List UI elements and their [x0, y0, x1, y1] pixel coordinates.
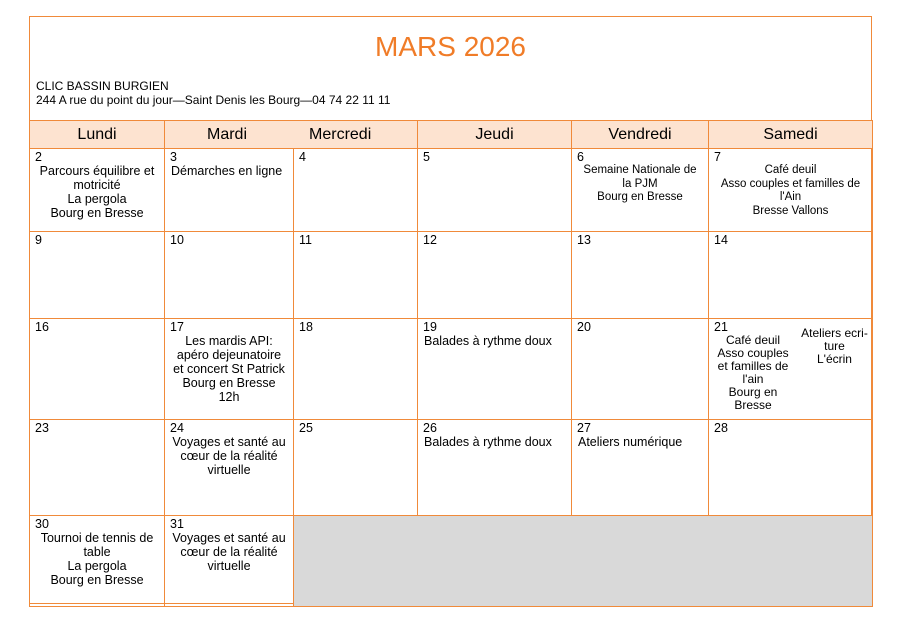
day-number: 9 — [35, 233, 42, 247]
day-number: 20 — [577, 320, 591, 334]
week-row — [30, 516, 873, 607]
day-cell[interactable] — [572, 319, 709, 420]
day-number: 14 — [714, 233, 728, 247]
day-number: 28 — [714, 421, 728, 435]
day-cell[interactable] — [30, 232, 165, 319]
organization-name: CLIC BASSIN BURGIEN — [36, 79, 169, 93]
day-number: 6 — [577, 150, 584, 164]
calendar-grid — [29, 120, 873, 607]
day-cell[interactable] — [294, 420, 418, 516]
day-number: 31 — [170, 517, 184, 531]
day-cell[interactable] — [294, 232, 418, 319]
day-cell[interactable] — [709, 232, 873, 319]
day-number: 23 — [35, 421, 49, 435]
weekday-header-row — [30, 121, 873, 149]
day-number: 30 — [35, 517, 49, 531]
day-cell[interactable] — [30, 319, 165, 420]
organization-address: 244 A rue du point du jour—Saint Denis les Bourg—04 74 22 11 11 — [36, 93, 391, 107]
day-cell[interactable] — [165, 516, 294, 607]
event-text: Les mardis API: apéro dejeunatoire et concert St Patrick Bourg en Bresse 12h — [173, 334, 285, 404]
day-cell[interactable] — [418, 232, 572, 319]
week-row — [30, 420, 873, 516]
weekday-saturday: Samedi — [709, 121, 873, 149]
weekday-tuesday-wednesday — [165, 121, 418, 149]
page-title: MARS 2026 — [375, 31, 526, 62]
day-cell[interactable] — [165, 319, 294, 420]
day-number: 13 — [577, 233, 591, 247]
day-cell[interactable] — [709, 420, 873, 516]
weekday-tuesday: Mardi — [207, 125, 248, 143]
day-cell[interactable] — [418, 319, 572, 420]
week-row — [30, 149, 873, 232]
day-cell[interactable] — [572, 420, 709, 516]
day-number: 12 — [423, 233, 437, 247]
day-cell[interactable] — [709, 319, 873, 420]
day-cell[interactable] — [30, 420, 165, 516]
day-cell[interactable] — [165, 420, 294, 516]
event-text: Semaine Nationale de la PJM Bourg en Bresse — [583, 164, 697, 203]
day-cell[interactable] — [418, 149, 572, 232]
event-text: Ateliers numérique — [578, 435, 683, 449]
day-cell[interactable] — [418, 420, 572, 516]
day-number: 7 — [714, 150, 721, 164]
day-number: 18 — [299, 320, 313, 334]
event-text: Balades à rythme doux — [424, 435, 552, 449]
day-number: 5 — [423, 150, 430, 164]
weekday-friday: Vendredi — [572, 121, 709, 149]
event-text: Démarches en ligne — [171, 164, 283, 178]
event-text: Café deuil Asso couples et familles de l'Ain Bresse Vallons — [720, 164, 861, 217]
day-number: 21 — [714, 320, 728, 334]
day-number: 10 — [170, 233, 184, 247]
day-number: 19 — [423, 320, 437, 334]
weekday-monday: Lundi — [30, 121, 165, 149]
day-number: 24 — [170, 421, 184, 435]
day-number: 16 — [35, 320, 49, 334]
event-text: Balades à rythme doux — [424, 334, 552, 348]
weekday-thursday: Jeudi — [418, 121, 572, 149]
day-number: 2 — [35, 150, 42, 164]
organization-info — [36, 79, 390, 107]
day-number: 4 — [299, 150, 306, 164]
empty-days-filler — [294, 516, 873, 607]
event-text: Café deuil Asso couples et familles de l'ain Bourg en Bresse — [717, 333, 789, 412]
event-text: Voyages et santé au cœur de la réalité virtuelle — [172, 435, 286, 477]
day-number: 17 — [170, 320, 184, 334]
day-number: 11 — [299, 233, 312, 247]
day-cell[interactable] — [30, 149, 165, 232]
day-cell[interactable] — [572, 232, 709, 319]
event-text: Ateliers ecri- ture L'écrin — [801, 326, 868, 366]
day-cell[interactable] — [30, 516, 165, 607]
week-row — [30, 319, 873, 420]
weekday-wednesday: Mercredi — [309, 125, 372, 143]
day-number: 26 — [423, 421, 437, 435]
day-number: 27 — [577, 421, 591, 435]
day-cell[interactable] — [294, 319, 418, 420]
day-number: 25 — [299, 421, 313, 435]
event-text: Tournoi de tennis de table La pergola Bourg en Bresse — [40, 531, 154, 587]
day-cell[interactable] — [709, 149, 873, 232]
day-cell[interactable] — [572, 149, 709, 232]
week-row — [30, 232, 873, 319]
event-text: Parcours équilibre et motricité La pergola Bourg en Bresse — [39, 164, 155, 220]
event-text: Voyages et santé au cœur de la réalité virtuelle — [172, 531, 286, 573]
day-cell[interactable] — [294, 149, 418, 232]
day-number: 3 — [170, 150, 177, 164]
day-cell[interactable] — [165, 149, 294, 232]
day-cell[interactable] — [165, 232, 294, 319]
